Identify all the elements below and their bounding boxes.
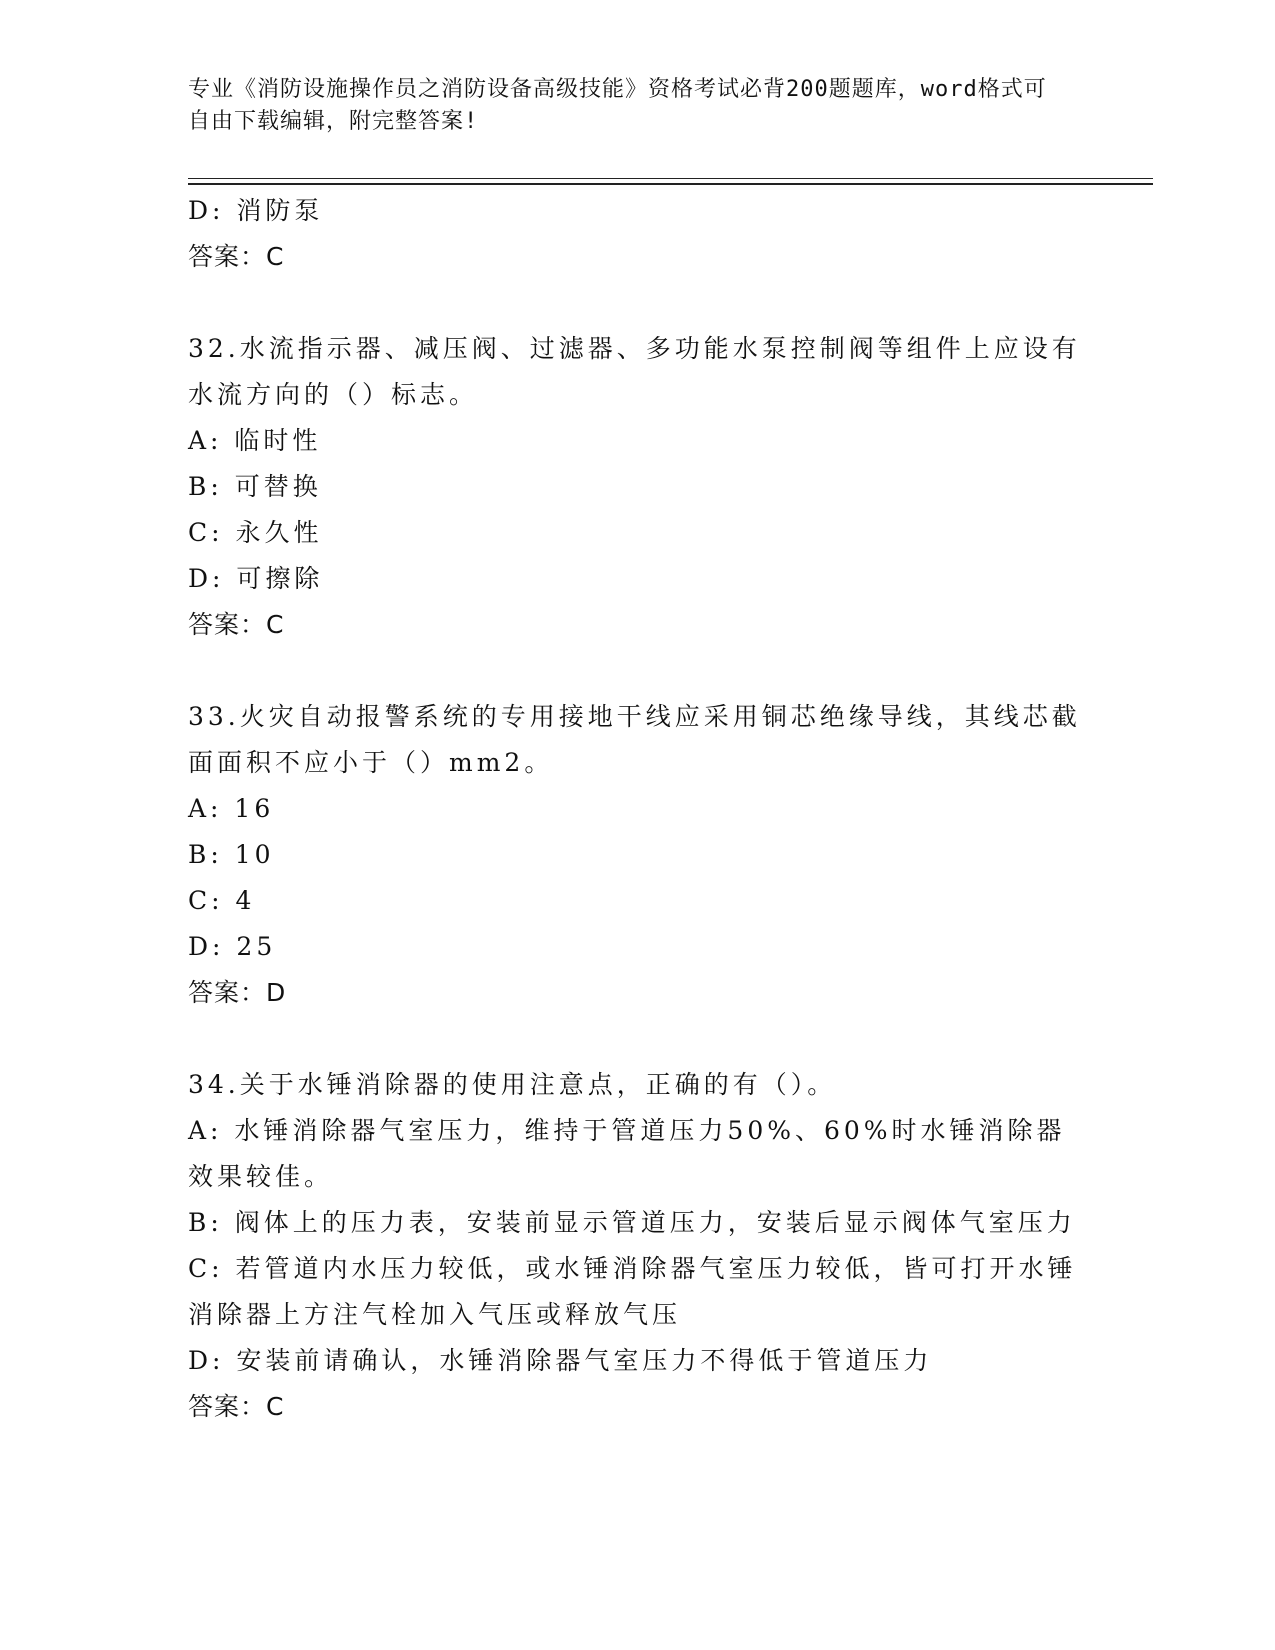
prev-answer: 答案：C [188, 242, 285, 271]
header-rule-thick [188, 183, 1153, 185]
option-c: C: 永久性 [188, 518, 323, 547]
answer: 答案：C [188, 610, 285, 639]
question-34 [188, 1062, 1088, 1430]
spacer [188, 648, 1088, 694]
header-rule-thin [188, 178, 1153, 179]
option-a: A: 临时性 [188, 426, 322, 455]
answer: 答案：D [188, 978, 287, 1007]
spacer [188, 280, 1088, 326]
question-33 [188, 694, 1088, 1016]
document-body [188, 188, 1088, 1430]
option-c: C: 4 [188, 886, 256, 915]
question-stem: 32.水流指示器、减压阀、过滤器、多功能水泵控制阀等组件上应设有水流方向的（）标志。 [188, 334, 1081, 409]
option-d: D: 25 [188, 932, 277, 961]
option-b: B: 可替换 [188, 472, 322, 501]
answer: 答案：C [188, 1392, 285, 1421]
option-b: B: 10 [188, 840, 275, 869]
option-d: D: 可擦除 [188, 564, 324, 593]
prev-option-d: D: 消防泵 [188, 196, 324, 225]
option-a: A: 水锤消除器气室压力，维持于管道压力50%、60%时水锤消除器效果较佳。 [188, 1116, 1066, 1191]
document-header: 专业《消防设施操作员之消防设备高级技能》资格考试必背200题题库，word格式可自由下载编辑，附完整答案! [188, 77, 1047, 134]
question-stem: 33.火灾自动报警系统的专用接地干线应采用铜芯绝缘导线，其线芯截面面积不应小于（）mm2。 [188, 702, 1081, 777]
option-b: B: 阀体上的压力表，安装前显示管道压力，安装后显示阀体气室压力 [188, 1208, 1076, 1237]
spacer [188, 1016, 1088, 1062]
option-c: C: 若管道内水压力较低，或水锤消除器气室压力较低，皆可打开水锤消除器上方注气栓加入气压或释放气压 [188, 1254, 1077, 1329]
option-d: D: 安装前请确认，水锤消除器气室压力不得低于管道压力 [188, 1346, 933, 1375]
question-stem: 34.关于水锤消除器的使用注意点，正确的有（）。 [188, 1070, 837, 1099]
question-32 [188, 326, 1088, 648]
option-a: A: 16 [188, 794, 275, 823]
